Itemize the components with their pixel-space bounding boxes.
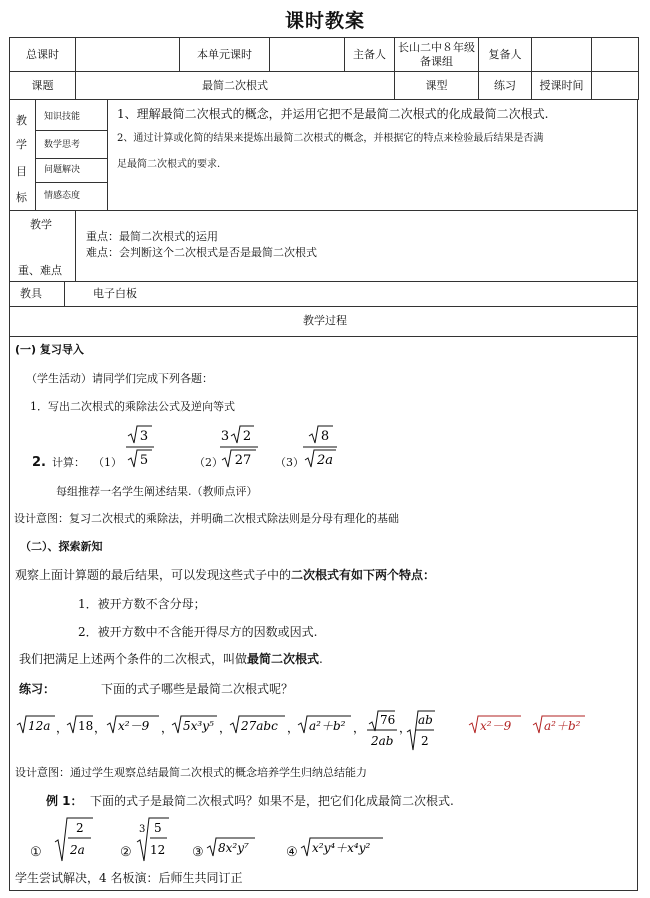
sep: ， bbox=[353, 721, 366, 735]
sep: ， bbox=[56, 721, 69, 735]
example-2-denominator: 12 bbox=[150, 843, 166, 857]
divider bbox=[35, 99, 36, 210]
example-2-numerator: 5 bbox=[154, 821, 162, 835]
goals-side-3: 目 bbox=[16, 165, 27, 178]
type-value: 练习 bbox=[479, 72, 532, 100]
answer-1: x²－9 bbox=[480, 719, 512, 733]
calc-3-denominator: 2a bbox=[316, 453, 334, 468]
difficult-point: 难点：会判断这个二次根式是否是最简二次根式 bbox=[86, 246, 317, 259]
expr-4: 5x³y⁵ bbox=[183, 719, 214, 733]
divider bbox=[9, 306, 637, 307]
observe-text-b: 二次根式有如下两个特点： bbox=[291, 568, 436, 582]
calc-2-denominator: 27 bbox=[234, 453, 252, 468]
goal-tag-attitude: 情感态度 bbox=[44, 191, 81, 201]
example-2-index: 3 bbox=[139, 824, 146, 835]
goal-line-2: 2、通过计算或化简的结果来提炼出最简二次根式的概念，并根据它的特点来检验最后结果是否满 bbox=[117, 133, 544, 144]
expr-1: 12a bbox=[28, 719, 51, 733]
example-1-denominator: 2a bbox=[70, 843, 85, 857]
unit-lessons-value bbox=[270, 38, 345, 72]
example-label: 例 1： bbox=[46, 794, 83, 808]
fraction-calc-2 bbox=[220, 424, 260, 470]
example-number-4: ④ bbox=[286, 845, 298, 860]
observe-text bbox=[15, 568, 435, 582]
expr-6: a²＋b² bbox=[309, 719, 346, 733]
co-preparer-label: 复备人 bbox=[479, 38, 532, 72]
review-heading: (一) 复习导入 bbox=[15, 343, 84, 356]
expr-7-denominator: 2ab bbox=[371, 734, 394, 748]
review-design-intent: 设计意图：复习二次根式的乘除法，并明确二次根式除法则是分母有理化的基础 bbox=[14, 512, 399, 525]
divider bbox=[75, 210, 76, 281]
goals-side-2: 学 bbox=[16, 138, 27, 151]
goal-tag-thinking: 数学思考 bbox=[44, 140, 81, 150]
expr-5: 27abc bbox=[241, 719, 278, 733]
definition-c: . bbox=[319, 652, 323, 666]
example-number-3: ③ bbox=[192, 845, 204, 860]
review-comment: 每组推荐一名学生阐述结果.（教师点评） bbox=[56, 485, 258, 498]
focus-label-1: 教学 bbox=[30, 218, 52, 231]
co-preparer-value bbox=[532, 38, 592, 72]
goal-tag-knowledge: 知识技能 bbox=[44, 112, 81, 122]
example-footer: 学生尝试解决，4 名板演：后师生共同订正 bbox=[15, 871, 243, 885]
sep: ， bbox=[161, 721, 174, 735]
calc-2-numerator: 2 bbox=[242, 429, 252, 444]
feature-1: 1．被开方数不含分母； bbox=[78, 597, 206, 611]
divider bbox=[35, 130, 107, 131]
fraction-calc-1 bbox=[126, 424, 156, 470]
sep: ， bbox=[219, 721, 232, 735]
example-expressions bbox=[55, 816, 425, 864]
unit-lessons-label: 本单元课时 bbox=[180, 38, 270, 72]
fraction-calc-3 bbox=[303, 424, 339, 470]
observe-text-a: 观察上面计算题的最后结果，可以发现这些式子中的 bbox=[15, 568, 292, 582]
practice-label: 练习： bbox=[19, 682, 56, 696]
tools-label: 教具 bbox=[20, 287, 42, 300]
divider bbox=[35, 182, 107, 183]
topic-value: 最简二次根式 bbox=[76, 72, 395, 100]
divider bbox=[9, 281, 637, 282]
expr-7-numerator: 76 bbox=[380, 713, 396, 727]
page-title: 课时教案 bbox=[284, 10, 365, 32]
goal-tag-problem: 问题解决 bbox=[44, 165, 81, 175]
practice-expressions bbox=[15, 710, 625, 752]
type-label: 课型 bbox=[395, 72, 479, 100]
calc-2-label: （2） bbox=[194, 456, 223, 469]
topic-label: 课题 bbox=[10, 72, 76, 100]
calc-1-label: （1） bbox=[93, 456, 122, 469]
total-lessons-label: 总课时 bbox=[10, 38, 76, 72]
preparer-label: 主备人 bbox=[345, 38, 395, 72]
sep: ， bbox=[399, 721, 412, 735]
divider bbox=[64, 281, 65, 306]
review-q2-label: 计算： bbox=[52, 456, 85, 469]
calc-1-numerator: 3 bbox=[139, 429, 149, 444]
example-number-2: ② bbox=[120, 845, 132, 860]
review-q2-number: 2. bbox=[32, 455, 46, 470]
key-point: 重点：最简二次根式的运用 bbox=[86, 230, 218, 243]
expr-8-denominator: 2 bbox=[421, 734, 429, 748]
goal-line-3: 足最简二次根式的要求. bbox=[117, 159, 221, 170]
process-title: 教学过程 bbox=[303, 314, 347, 327]
calc-3-label: （3） bbox=[275, 456, 304, 469]
example-number-1: ① bbox=[30, 845, 42, 860]
practice-question: 下面的式子哪些是最简二次根式呢？ bbox=[101, 682, 294, 696]
explore-design-intent: 设计意图：通过学生观察总结最简二次根式的概念培养学生归纳总结能力 bbox=[15, 766, 367, 779]
calc-1-denominator: 5 bbox=[139, 453, 149, 468]
expr-8-numerator: ab bbox=[418, 713, 433, 727]
school-group: 长山二中８年级备课组 bbox=[395, 38, 479, 72]
time-label: 授课时间 bbox=[532, 72, 592, 100]
sep: ， bbox=[94, 721, 107, 735]
example-3-expression: 8x²y⁷ bbox=[218, 841, 249, 855]
blank-cell bbox=[592, 38, 639, 72]
time-value bbox=[592, 72, 639, 100]
total-lessons-value bbox=[76, 38, 180, 72]
divider bbox=[107, 99, 108, 210]
goals-side-4: 标 bbox=[16, 191, 27, 204]
divider bbox=[9, 336, 637, 337]
feature-2: 2．被开方数中不含能开得尽方的因数或因式. bbox=[78, 625, 318, 639]
definition-a: 我们把满足上述两个条件的二次根式，叫做 bbox=[19, 652, 248, 666]
divider bbox=[9, 210, 637, 211]
example-4-expression: x²y⁴＋x⁴y² bbox=[312, 841, 371, 855]
review-activity: （学生活动）请同学们完成下列各题： bbox=[26, 372, 213, 385]
answer-2: a²＋b² bbox=[544, 719, 581, 733]
explore-heading: （二）、探索新知 bbox=[20, 540, 103, 553]
sep: ， bbox=[287, 721, 300, 735]
example-1-numerator: 2 bbox=[76, 821, 84, 835]
calc-2-coefficient: 3 bbox=[220, 429, 230, 444]
definition-text bbox=[19, 652, 323, 666]
expr-2: 18 bbox=[78, 719, 94, 733]
expr-3: x²－9 bbox=[118, 719, 150, 733]
divider bbox=[35, 158, 107, 159]
focus-label-2: 重、难点 bbox=[18, 264, 62, 277]
calc-3-numerator: 8 bbox=[320, 429, 330, 444]
goal-line-1: 1、理解最简二次根式的概念，并运用它把不是最简二次根式的化成最简二次根式. bbox=[117, 107, 549, 121]
tools-value: 电子白板 bbox=[93, 287, 137, 300]
example-question: 下面的式子是最简二次根式吗？如果不是，把它们化成最简二次根式. bbox=[90, 794, 454, 808]
review-question-1: 1．写出二次根式的乘除法公式及逆向等式 bbox=[30, 400, 235, 413]
definition-term: 最简二次根式 bbox=[247, 652, 320, 666]
goals-side-1: 教 bbox=[16, 114, 27, 127]
header-table bbox=[9, 37, 639, 100]
